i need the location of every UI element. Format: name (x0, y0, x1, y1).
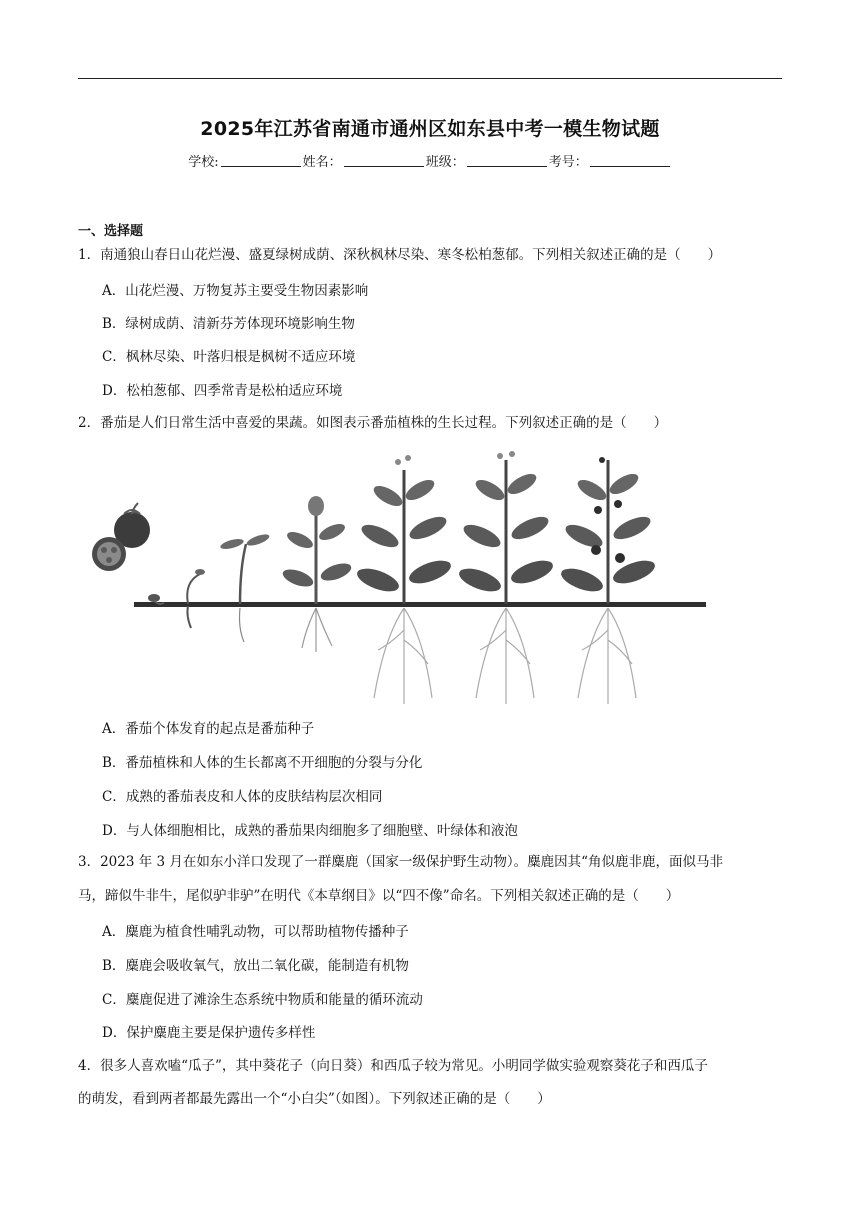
name-label: 姓名： (302, 155, 342, 170)
question-2-option-d: D．与人体细胞相比，成熟的番茄果肉细胞多了细胞壁、叶绿体和液泡 (102, 823, 518, 839)
exam-number-label: 考号： (548, 155, 588, 170)
tomato-growth-figure (88, 440, 720, 710)
class-label: 班级： (425, 155, 465, 170)
question-1-option-b: B．绿树成荫、清新芬芳体现环境影响生物 (102, 316, 355, 332)
name-blank[interactable] (344, 154, 424, 167)
budding-plant-stage (456, 451, 556, 704)
tomato-fruit-image (92, 503, 150, 571)
question-2-option-b: B．番茄植株和人体的生长都离不开细胞的分裂与分化 (102, 755, 423, 771)
seedling-stage (219, 532, 270, 642)
question-2-stem: 2．番茄是人们日常生活中喜爱的果蔬。如图表示番茄植株的生长过程。下列叙述正确的是（ ） (78, 415, 668, 431)
question-2-option-a: A．番茄个体发育的起点是番茄种子 (102, 721, 315, 737)
student-info-line (0, 151, 860, 170)
question-2-option-c: C．成熟的番茄表皮和人体的皮肤结构层次相同 (102, 789, 383, 805)
fruiting-plant-stage (558, 457, 658, 704)
question-1-option-c: C．枫林尽染、叶落归根是枫树不适应环境 (102, 349, 356, 365)
question-1-option-d: D．松柏葱郁、四季常青是松柏适应环境 (102, 383, 343, 399)
page-title: 2025年江苏省南通市通州区如东县中考一模生物试题 (200, 118, 660, 140)
question-1-stem: 1．南通狼山春日山花烂漫、盛夏绿树成荫、深秋枫林尽染、寒冬松柏葱郁。下列相关叙述正确的是（ ） (78, 247, 722, 263)
question-4-stem-line-2: 的萌发，看到两者都最先露出一个“小白尖”（如图）。下列叙述正确的是（ ） (78, 1091, 551, 1107)
question-1-option-a: A．山花烂漫、万物复苏主要受生物因素影响 (102, 283, 369, 299)
question-3-stem-line-2: 马，蹄似牛非牛，尾似驴非驴”在明代《本草纲目》以“四不像”命名。下列相关叙述正确的是（ ） (78, 888, 680, 904)
section-heading: 一、选择题 (78, 224, 144, 239)
school-label: 学校: (188, 155, 219, 170)
exam-number-blank[interactable] (590, 154, 670, 167)
germination-stage (187, 569, 205, 628)
question-3-option-b: B．麋鹿会吸收氧气，放出二氧化碳，能制造有机物 (102, 958, 409, 974)
question-3-option-c: C．麋鹿促进了滩涂生态系统中物质和能量的循环流动 (102, 992, 423, 1008)
question-4-stem-line-1: 4．很多人喜欢嗑“瓜子”，其中葵花子（向日葵）和西瓜子较为常见。小明同学做实验观察葵花子和西瓜子 (78, 1058, 708, 1074)
question-3-option-a: A．麋鹿为植食性哺乳动物，可以帮助植物传播种子 (102, 924, 409, 940)
soil-line (134, 602, 706, 607)
question-3-option-d: D．保护麋鹿主要是保护遗传多样性 (102, 1025, 316, 1041)
flowering-plant-stage (354, 455, 454, 704)
question-3-stem-line-1: 3．2023 年 3 月在如东小洋口发现了一群麋鹿（国家一级保护野生动物）。麋鹿因其“角似鹿非鹿，面似马非 (78, 854, 724, 870)
class-blank[interactable] (467, 154, 547, 167)
young-plant-stage (281, 496, 354, 652)
school-blank[interactable] (221, 154, 301, 167)
top-rule (78, 78, 782, 79)
